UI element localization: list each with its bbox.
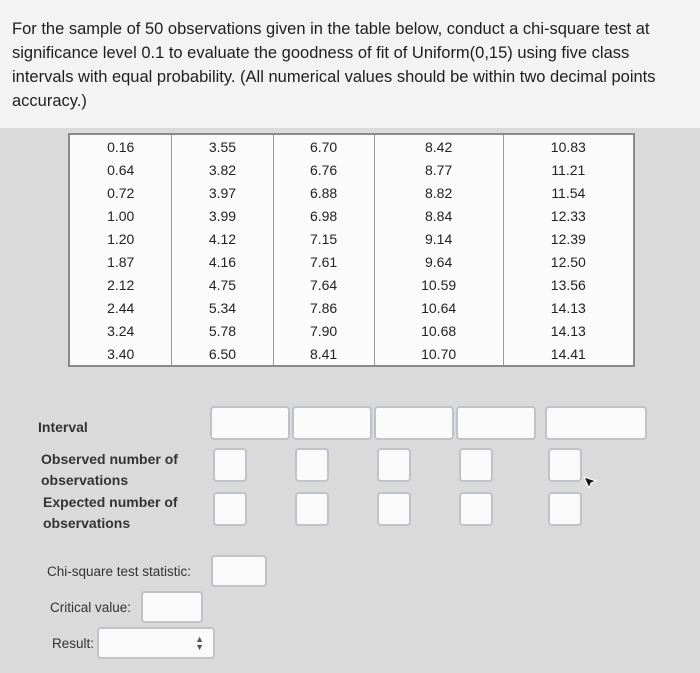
table-cell: 7.15: [273, 227, 374, 250]
table-cell: 1.20: [69, 227, 172, 250]
table-cell: 11.21: [503, 158, 634, 181]
table-cell: 9.14: [374, 227, 503, 250]
table-cell: 3.82: [172, 158, 273, 181]
table-cell: 0.72: [69, 181, 172, 204]
table-cell: 2.44: [69, 296, 172, 319]
interval-input-1[interactable]: [210, 406, 290, 440]
table-cell: 0.64: [69, 158, 172, 181]
table-cell: 8.82: [374, 181, 503, 204]
expected-input-5[interactable]: [548, 492, 582, 526]
table-cell: 7.64: [273, 273, 374, 296]
table-row: [69, 250, 634, 273]
expected-label-line2: observations: [43, 515, 131, 531]
table-cell: 14.41: [503, 342, 634, 366]
table-row: [69, 342, 634, 366]
table-cell: 6.70: [273, 134, 374, 158]
observed-label-line1: Observed number of: [41, 451, 178, 467]
table-cell: 7.61: [273, 250, 374, 273]
table-cell: 3.99: [172, 204, 273, 227]
observations-table: [68, 133, 635, 367]
table-cell: 10.70: [374, 342, 503, 366]
observed-input-1[interactable]: [213, 448, 247, 482]
expected-input-2[interactable]: [295, 492, 329, 526]
table-cell: 2.12: [69, 273, 172, 296]
table-cell: 3.55: [172, 134, 273, 158]
table-cell: 12.33: [503, 204, 634, 227]
table-cell: 5.78: [172, 319, 273, 342]
expected-input-1[interactable]: [213, 492, 247, 526]
up-down-arrows-icon: ▲ ▼: [195, 634, 204, 652]
table-cell: 14.13: [503, 296, 634, 319]
interval-input-2[interactable]: [292, 406, 372, 440]
table-cell: 6.76: [273, 158, 374, 181]
table-cell: 12.50: [503, 250, 634, 273]
table-cell: 3.24: [69, 319, 172, 342]
critical-value-input[interactable]: [141, 591, 203, 623]
observed-label-line2: observations: [41, 472, 129, 488]
table-cell: 4.75: [172, 273, 273, 296]
table-row: [69, 204, 634, 227]
table-cell: 12.39: [503, 227, 634, 250]
expected-label-line1: Expected number of: [43, 494, 178, 510]
table-cell: 13.56: [503, 273, 634, 296]
table-cell: 8.41: [273, 342, 374, 366]
table-cell: 6.50: [172, 342, 273, 366]
chi-square-input[interactable]: [211, 555, 267, 587]
observed-input-2[interactable]: [295, 448, 329, 482]
table-cell: 10.68: [374, 319, 503, 342]
expected-input-3[interactable]: [377, 492, 411, 526]
mouse-pointer-icon: [583, 476, 597, 490]
table-cell: 5.34: [172, 296, 273, 319]
table-row: [69, 319, 634, 342]
expected-input-4[interactable]: [459, 492, 493, 526]
table-cell: 0.16: [69, 134, 172, 158]
question-text: For the sample of 50 observations given in the table below, conduct a chi-square test at significance level 0.1 to evaluate the goodness of fit of Uniform(0,15) using five class intervals with equal probability. (All numerical values should be within two decimal points accuracy.): [12, 20, 656, 110]
interval-label: Interval: [38, 419, 88, 435]
interval-input-4[interactable]: [456, 406, 536, 440]
interval-input-3[interactable]: [374, 406, 454, 440]
table-cell: 7.86: [273, 296, 374, 319]
critical-value-label: Critical value:: [50, 600, 132, 615]
table-cell: 6.88: [273, 181, 374, 204]
table-cell: 10.64: [374, 296, 503, 319]
table-cell: 3.40: [69, 342, 172, 366]
table-cell: 10.59: [374, 273, 503, 296]
table-row: [69, 134, 634, 158]
table-row: [69, 273, 634, 296]
table-row: [69, 296, 634, 319]
table-cell: 1.87: [69, 250, 172, 273]
table-cell: 1.00: [69, 204, 172, 227]
table-row: [69, 227, 634, 250]
table-cell: 8.84: [374, 204, 503, 227]
table-row: [69, 181, 634, 204]
table-row: [69, 158, 634, 181]
table-cell: 6.98: [273, 204, 374, 227]
table-cell: 4.16: [172, 250, 273, 273]
interval-input-5[interactable]: [545, 406, 647, 440]
table-cell: 3.97: [172, 181, 273, 204]
result-label: Result:: [52, 636, 95, 651]
table-cell: 4.12: [172, 227, 273, 250]
table-cell: 9.64: [374, 250, 503, 273]
table-cell: 14.13: [503, 319, 634, 342]
table-cell: 10.83: [503, 134, 634, 158]
result-select[interactable]: [97, 627, 215, 659]
question-text-area: [0, 0, 700, 128]
table-cell: 8.77: [374, 158, 503, 181]
observed-input-4[interactable]: [459, 448, 493, 482]
table-cell: 8.42: [374, 134, 503, 158]
observed-input-3[interactable]: [377, 448, 411, 482]
chi-square-label: Chi-square test statistic:: [47, 564, 192, 579]
table-cell: 11.54: [503, 181, 634, 204]
observed-input-5[interactable]: [548, 448, 582, 482]
table-cell: 7.90: [273, 319, 374, 342]
